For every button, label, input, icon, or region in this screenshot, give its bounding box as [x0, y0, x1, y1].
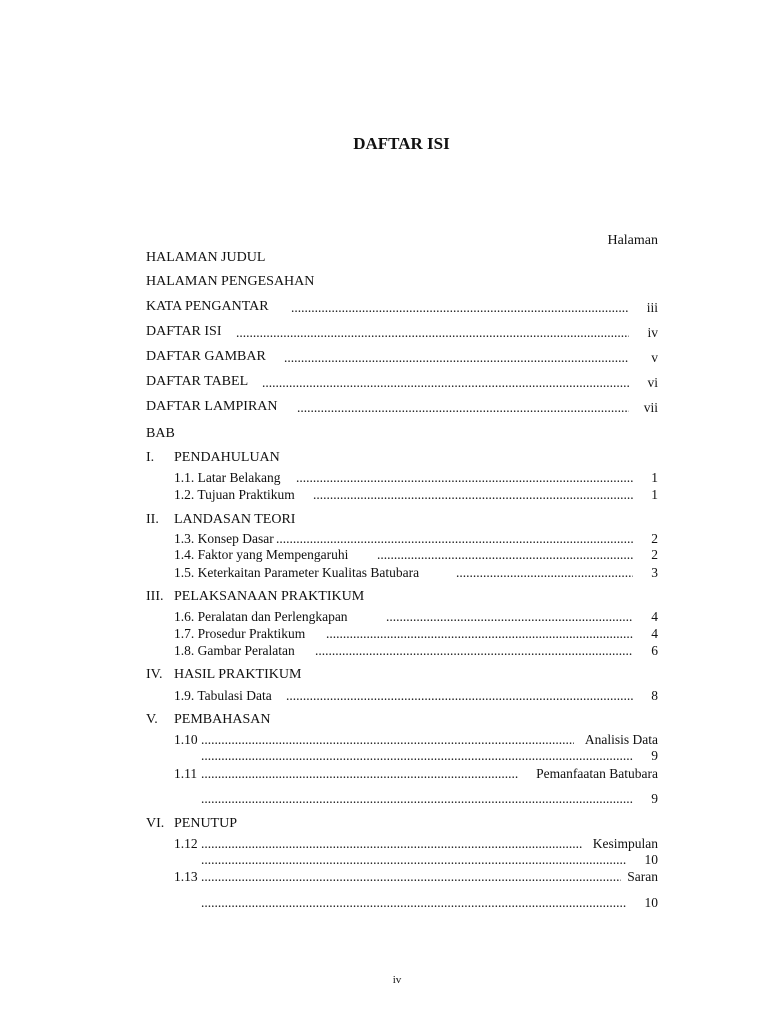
- leader-dots: [315, 643, 633, 659]
- toc-page-number: vi: [647, 375, 658, 390]
- toc-section-number: 1.10: [174, 732, 198, 747]
- toc-section-number: 1.13: [174, 869, 198, 884]
- toc-section-number: 1.12: [174, 836, 198, 851]
- leader-dots: [386, 609, 633, 625]
- leader-dots: [201, 748, 633, 764]
- chapter-title: PEMBAHASAN: [174, 712, 271, 727]
- leader-dots: [201, 732, 574, 748]
- chapter-title: LANDASAN TEORI: [174, 512, 296, 527]
- toc-page-number: 10: [644, 895, 658, 910]
- leader-dots: [296, 470, 633, 486]
- toc-section-text: Pemanfaatan Batubara: [536, 766, 658, 781]
- leader-dots: [262, 375, 629, 391]
- chapter-title: PENDAHULUAN: [174, 450, 280, 465]
- toc-page-number: vii: [643, 400, 658, 415]
- toc-page-number: 4: [651, 626, 658, 641]
- toc-page-number: 2: [651, 547, 658, 562]
- toc-entry-halaman-judul: HALAMAN JUDUL: [146, 250, 266, 265]
- leader-dots: [284, 350, 629, 366]
- leader-dots: [201, 869, 621, 885]
- toc-section: 1.8. Gambar Peralatan: [174, 643, 295, 658]
- chapter-numeral: III.: [146, 589, 164, 604]
- toc-section-number: 1.11: [174, 766, 198, 781]
- toc-section: 1.5. Keterkaitan Parameter Kualitas Batubara: [174, 565, 420, 580]
- leader-dots: [297, 400, 629, 416]
- toc-page-number: 9: [651, 748, 658, 763]
- leader-dots: [201, 852, 627, 868]
- leader-dots: [276, 531, 633, 547]
- toc-entry-halaman-pengesahan: HALAMAN PENGESAHAN: [146, 274, 315, 289]
- toc-section: 1.6. Peralatan dan Perlengkapan: [174, 609, 348, 624]
- toc-entry-daftar-isi: DAFTAR ISI: [146, 324, 222, 339]
- chapter-numeral: IV.: [146, 667, 163, 682]
- leader-dots: [326, 626, 633, 642]
- toc-page-number: 10: [644, 852, 658, 867]
- toc-section: 1.3. Konsep Dasar: [174, 531, 274, 546]
- toc-page-number: 3: [651, 565, 658, 580]
- leader-dots: [291, 300, 629, 316]
- leader-dots: [201, 766, 518, 782]
- leader-dots: [236, 325, 629, 341]
- leader-dots: [377, 547, 633, 563]
- toc-page-number: v: [651, 350, 658, 365]
- chapter-title: PENUTUP: [174, 816, 238, 831]
- page-title: DAFTAR ISI: [353, 134, 450, 153]
- toc-section: 1.1. Latar Belakang: [174, 470, 281, 485]
- chapter-numeral: V.: [146, 712, 158, 727]
- leader-dots: [286, 688, 633, 704]
- toc-page-number: iii: [646, 300, 658, 315]
- toc-section: 1.4. Faktor yang Mempengaruhi: [174, 547, 349, 562]
- toc-page-number: iv: [647, 325, 658, 340]
- chapter-numeral: I.: [146, 450, 155, 465]
- chapter-numeral: VI.: [146, 816, 165, 831]
- page-column-header: Halaman: [607, 233, 658, 248]
- toc-section-text: Kesimpulan: [592, 836, 658, 851]
- toc-page-number: 4: [651, 609, 658, 624]
- toc-section: 1.7. Prosedur Praktikum: [174, 626, 306, 641]
- leader-dots: [456, 565, 633, 581]
- toc-page-number: 1: [651, 470, 658, 485]
- toc-section-text: Saran: [627, 869, 658, 884]
- toc-entry-kata-pengantar: KATA PENGANTAR: [146, 299, 269, 314]
- leader-dots: [201, 895, 627, 911]
- toc-page-number: 9: [651, 791, 658, 806]
- chapter-title: PELAKSANAAN PRAKTIKUM: [174, 589, 365, 604]
- toc-section-text: Analisis Data: [584, 732, 658, 747]
- toc-page-number: 2: [651, 531, 658, 546]
- toc-section: 1.2. Tujuan Praktikum: [174, 487, 295, 502]
- toc-entry-daftar-gambar: DAFTAR GAMBAR: [146, 349, 266, 364]
- bab-heading: BAB: [146, 426, 175, 441]
- toc-section: 1.9. Tabulasi Data: [174, 688, 272, 703]
- page-number-footer: iv: [392, 974, 402, 986]
- toc-page-number: 8: [651, 688, 658, 703]
- toc-entry-daftar-tabel: DAFTAR TABEL: [146, 374, 249, 389]
- leader-dots: [201, 791, 633, 807]
- toc-entry-daftar-lampiran: DAFTAR LAMPIRAN: [146, 399, 278, 414]
- leader-dots: [313, 487, 633, 503]
- leader-dots: [201, 836, 583, 852]
- chapter-numeral: II.: [146, 512, 159, 527]
- toc-page-number: 6: [651, 643, 658, 658]
- toc-page-number: 1: [651, 487, 658, 502]
- chapter-title: HASIL PRAKTIKUM: [174, 667, 302, 682]
